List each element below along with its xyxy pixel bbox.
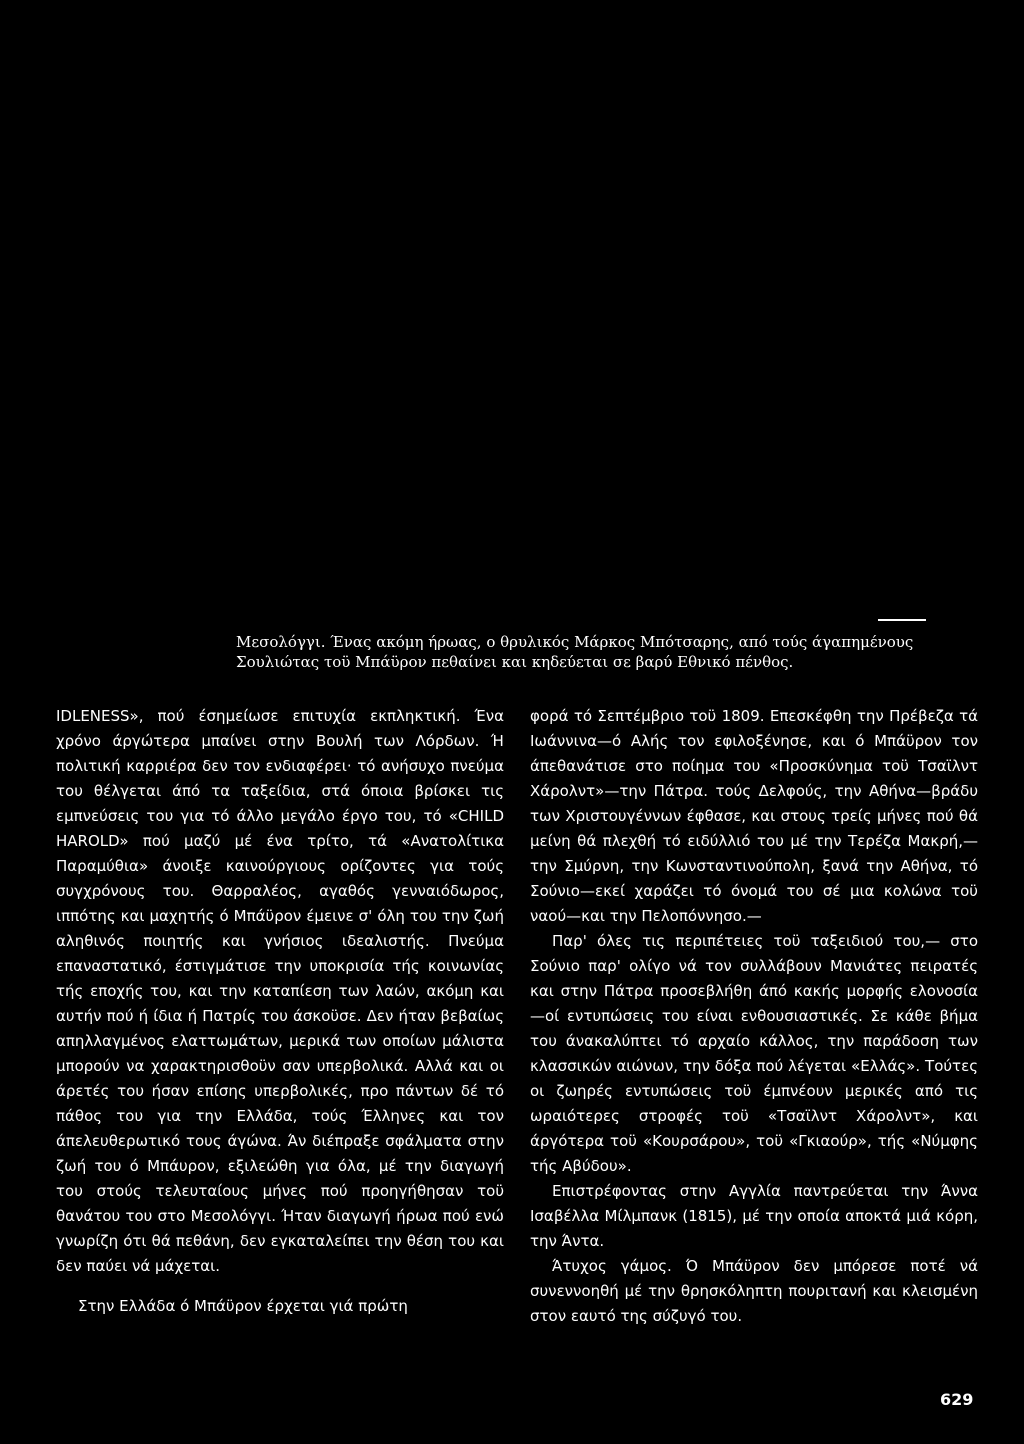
paragraph: IDLENESS», πού έσημείωσε επιτυχία εκπληκτική. Ένα χρόνο άργώτερα μπαίνει στην Βουλή των Λόρδων. Ή πολιτική καρριέρα δεν τον ενδιαφέρει· τό ανήσυχο πνεύμα του θέλγεται άπό τα ταξείδια, στά όποια βρίσκει τις εμπνεύσεις του για τό άλλο μεγάλο έργο του, τό «CHILD HAROLD» πού μαζύ μέ ένα τρίτο, τά «Ανατολίτικα Παραμύθια» άνοιξε καινούργιους ορίζοντες για τούς συγχρόνους του. Θαρραλέος, αγαθός γενναιόδωρος, ιππότης και μαχητής ό Μπάϋρον έμεινε σ' όλη του την ζωή αληθινός ποιητής και γνήσιος ιδεαλιστής. Πνεύμα επαναστατικό, έστιγμάτισε την υποκρισία τής κοινωνίας τής εποχής του, και την καταπίεση των λαών, ακόμη και αυτήν πού ή ίδια ή Πατρίς του άσκοϋσε. Δεν ήταν βεβαίως απηλλαγμένος ελαττωμάτων, μερικά των οποίων μάλιστα μπορούν να χαρακτηρισθοϋν σαν υπερβολικά. Αλλά και οι άρετές του ήσαν επίσης υπερβολικές, προ πάντων δέ τό πάθος του για την Ελλάδα, τούς Έλληνες και τον άπελευθερωτικό τους άγώνα. Άν διέπραξε σφάλματα στην ζωή του ό Μπάυρον, εξιλεώθη για όλα, μέ την διαγωγή του στούς τελευταίους μήνες πού προηγήθησαν τοϋ θανάτου του στο Μεσολόγγι. Ήταν διαγωγή ήρωα πού ενώ γνωρίζη ότι θά πεθάνη, δεν εγκαταλείπει την θέση του και δεν παύει νά μάχεται. [56,707,504,1275]
paragraph: Άτυχος γάμος. Ό Μπάϋρον δεν μπόρεσε ποτέ νά συνεννοηθή μέ την θρησκόληπτη πουριτανή και κλεισμένη στον εαυτό της σύζυγό του. [530,1257,978,1325]
photo-caption [236,632,914,672]
left-text-column [56,704,504,1319]
caption-line-2: Σουλιώτας τοϋ Μπάϋρον πεθαίνει και κηδεύεται σε βαρύ Εθνικό πένθος. [236,653,794,671]
right-text-column [530,704,978,1329]
paragraph: Παρ' όλες τις περιπέτειες τοϋ ταξειδιού του,— στο Σούνιο παρ' ολίγο νά τον συλλάβουν Μανιάτες πειρατές και στην Πάτρα προσεβλήθη άπό κακής μορφής ελονοσία —οί εντυπώσεις του είναι ενθουσιαστικές. Σε κάθε βήμα του άνακαλύπτει τό αρχαίο κάλλος, την παράδοση των κλασσικών αιώνων, την δόξα πού λέγεται «Ελλάς». Τούτες οι ζωηρές εντυπώσεις τοϋ έμπνέουν μερικές από τις ωραιότερες στροφές τοϋ «Τσαϊλντ Χάρολντ», και άργότερα τοϋ «Κουρσάρου», τοϋ «Γκιαούρ», τής «Νύμφης τής Αβύδου». [530,932,978,1175]
paragraph: φορά τό Σεπτέμβριο τοϋ 1809. Επεσκέφθη την Πρέβεζα τά Ιωάννινα—ό Αλής τον εφιλοξένησε, και ό Μπάϋρον τον άπεθανάτισε στο ποίημα του «Προσκύνημα τοϋ Τσαϊλντ Χάρολντ»—την Πάτρα. τούς Δελφούς, την Αθήνα—βράδυ των Χριστουγέννων έφθασε, και στους τρείς μήνες πού θά μείνη θά πλεχθή τό ειδύλλιό του μέ την Τερέζα Μακρή,—την Σμύρνη, την Κωνσταντινούπολη, ξανά την Αθήνα, τό Σούνιο—εκεί χαράζει τό όνομά του σέ μια κολώνα τοϋ ναού—και την Πελοπόννησο.— [530,707,978,925]
paragraph: Στην Ελλάδα ό Μπάϋρον έρχεται γιά πρώτη [78,1297,408,1315]
paragraph: Επιστρέφοντας στην Αγγλία παντρεύεται την Άννα Ισαβέλλα Μίλμπανκ (1815), μέ την οποία αποκτά μιά κόρη, την Άντα. [530,1182,978,1250]
decorative-rule [878,619,926,621]
page-number: 629 [940,1390,974,1409]
caption-line-1: Μεσολόγγι. Ένας ακόμη ήρωας, ο θρυλικός Μάρκος Μπότσαρης, από τούς άγαπημένους [236,633,914,651]
